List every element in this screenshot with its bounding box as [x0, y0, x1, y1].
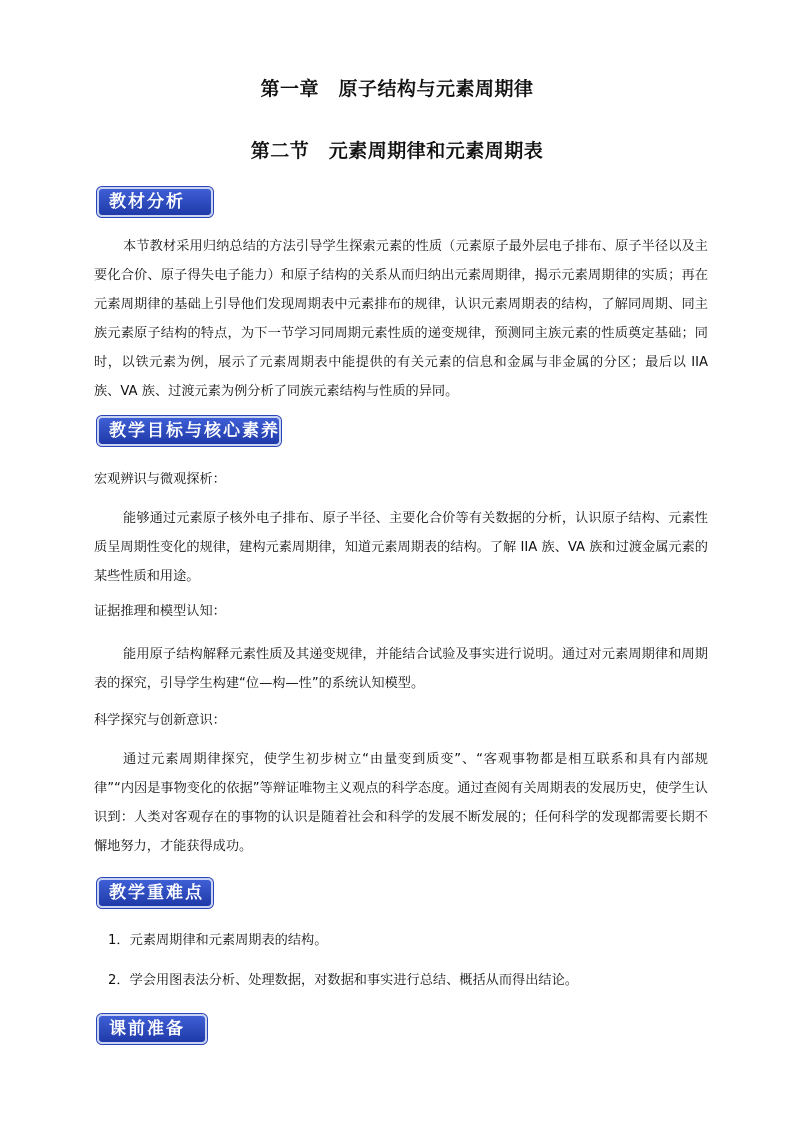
section-title: 第二节 元素周期律和元素周期表 [250, 140, 544, 162]
section-heading-keypoints: 教学重难点 [97, 878, 213, 908]
section-heading-analysis: 教材分析 [97, 187, 213, 217]
goal-text-macro: 能够通过元素原子核外电子排布、原子半径、主要化合价等有关数据的分析，认识原子结构、元素性质呈周期性变化的规律，建构元素周期律，知道元素周期表的结构。了解 IIA 族、VA 族和过渡金属元素的某些性质和用途。 [94, 511, 708, 584]
keypoint-item: 1．元素周期律和元素周期表的结构。 [108, 933, 328, 948]
section-heading-preparation: 课前准备 [97, 1014, 207, 1044]
analysis-paragraph: 本节教材采用归纳总结的方法引导学生探索元素的性质（元素原子最外层电子排布、原子半径以及主要化合价、原子得失电子能力）和原子结构的关系从而归纳出元素周期律，揭示元素周期律的实质；再在元素周期律的基础上引导他们发现周期表中元素排布的规律，认识元素周期表的结构，了解同周期、同主族元素原子结构的特点，为下一节学习同周期元素性质的递变规律，预测同主族元素的性质奠定基础；同时，以铁元素为例，展示了元素周期表中能提供的有关元素的信息和金属与非金属的分区；最后以 IIA 族、VA 族、过渡元素为例分析了同族元素结构与性质的异同。 [94, 239, 708, 399]
goal-text-inquiry: 通过元素周期律探究，使学生初步树立“由量变到质变”、“客观事物都是相互联系和具有内部规律”“内因是事物变化的依据”等辩证唯物主义观点的科学态度。通过查阅有关周期表的发展历史，使学生认识到：人类对客观存在的事物的认识是随着社会和科学的发展不断发展的；任何科学的发现都需要长期不懈地努力，才能获得成功。 [94, 752, 708, 854]
chapter-title: 第一章 原子结构与元素周期律 [260, 78, 534, 100]
goal-label-inquiry: 科学探究与创新意识： [94, 713, 226, 728]
goal-text-evidence: 能用原子结构解释元素性质及其递变规律，并能结合试验及事实进行说明。通过对元素周期律和周期表的探究，引导学生构建“位—构—性”的系统认知模型。 [94, 647, 708, 691]
keypoint-item: 2．学会用图表法分析、处理数据，对数据和事实进行总结、概括从而得出结论。 [108, 973, 578, 988]
goal-label-evidence: 证据推理和模型认知： [94, 604, 226, 619]
goal-label-macro: 宏观辨识与微观探析： [94, 472, 226, 487]
section-heading-goals: 教学目标与核心素养 [97, 416, 281, 446]
